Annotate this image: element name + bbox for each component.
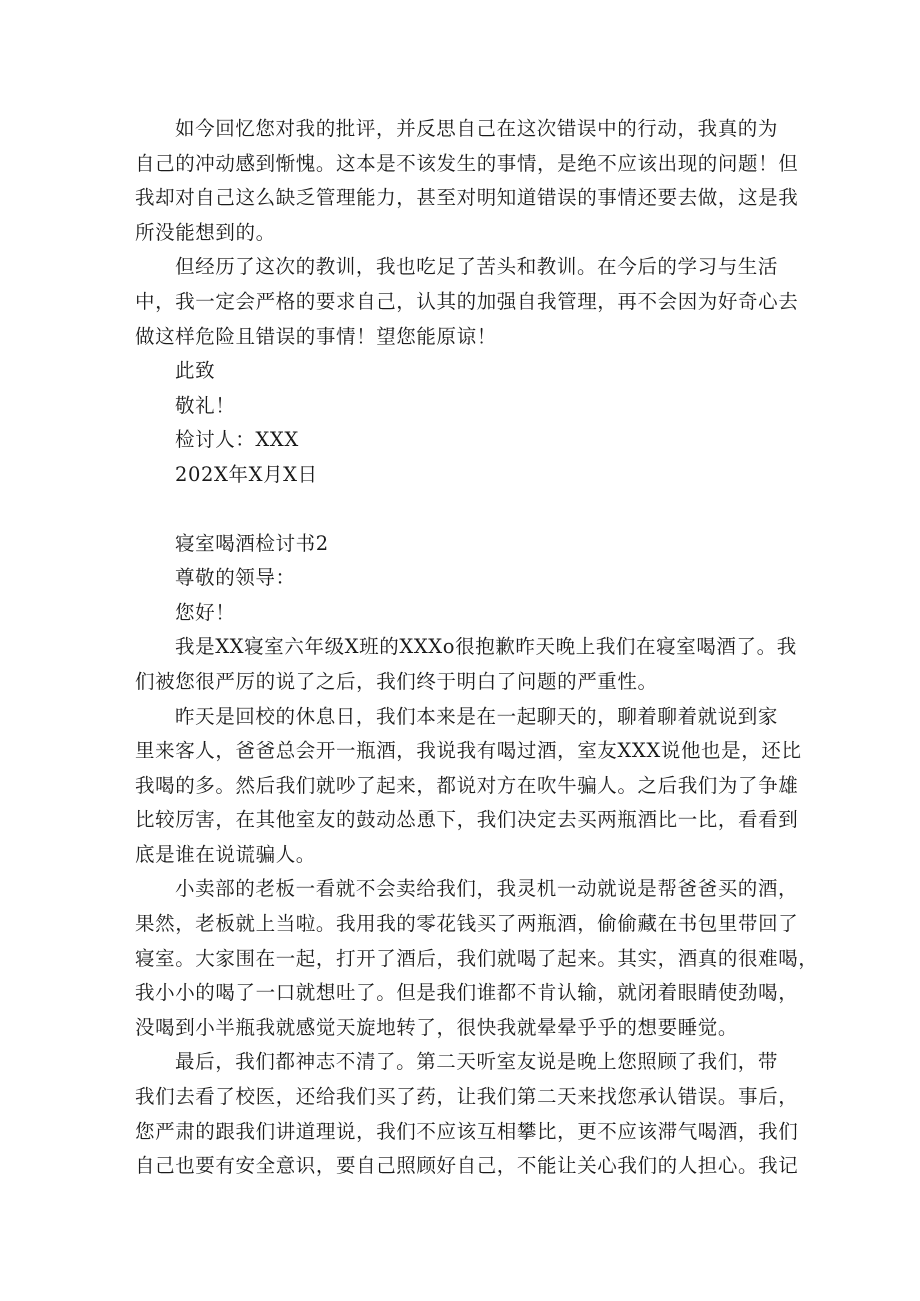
signature-text: 检讨人：XXX (175, 428, 299, 452)
document-title: 寝室喝酒检讨书2 (175, 531, 329, 555)
paragraph-line: 比较厉害，在其他室友的鼓动怂恿下，我们决定去买两瓶酒比一比，看看到 (135, 808, 799, 832)
paragraph-line: 寝室。大家围在一起，打开了酒后，我们就喝了起来。其实，酒真的很难喝， (135, 946, 819, 970)
paragraph-line: 昨天是回校的休息日，我们本来是在一起聊天的，聊着聊着就说到家 (175, 704, 779, 728)
paragraph-line: 里来客人，爸爸总会开一瓶酒，我说我有喝过酒，室友XXX说他也是，还比 (135, 739, 802, 763)
document-page (135, 112, 819, 1184)
paragraph-line: 我们去看了校医，还给我们买了药，让我们第二天来找您承认错误。事后， (135, 1085, 799, 1109)
paragraph-line: 但经历了这次的教训，我也吃足了苦头和教训。在今后的学习与生活 (175, 255, 779, 279)
paragraph-line: 所没能想到的。 (135, 220, 276, 244)
paragraph-line: 果然，老板就上当啦。我用我的零花钱买了两瓶酒，偷偷藏在书包里带回了 (135, 912, 799, 936)
paragraph-line: 底是谁在说谎骗人。 (135, 842, 316, 866)
paragraph-line: 您严肃的跟我们讲道理说，我们不应该互相攀比，更不应该滞气喝酒，我们 (135, 1119, 799, 1143)
paragraph-line: 我是XX寝室六年级X班的XXXo很抱歉昨天晚上我们在寝室喝酒了。我 (175, 635, 797, 659)
salute-text: 敬礼！ (175, 393, 236, 417)
paragraph-line: 最后，我们都神志不清了。第二天听室友说是晚上您照顾了我们，带 (175, 1050, 779, 1074)
paragraph-line: 们被您很严厉的说了之后，我们终于明白了问题的严重性。 (135, 669, 658, 693)
paragraph-line: 如今回忆您对我的批评，并反思自己在这次错误中的行动，我真的为 (175, 117, 779, 140)
paragraph-line: 自己的冲动感到惭愧。这本是不该发生的事情，是绝不应该出现的问题！但 (135, 151, 799, 175)
paragraph-line: 做这样危险且错误的事情！望您能原谅！ (135, 324, 497, 348)
paragraph-line: 中，我一定会严格的要求自己，认其的加强自我管理，再不会因为好奇心去 (135, 289, 799, 313)
date-text: 202X年X月X日 (175, 462, 318, 486)
paragraph-line: 没喝到小半瓶我就感觉天旋地转了，很快我就晕晕乎乎的想要睡觉。 (135, 1015, 739, 1039)
greeting-text: 您好！ (175, 600, 236, 624)
paragraph-line: 我却对自己这么缺乏管理能力，甚至对明知道错误的事情还要去做，这是我 (135, 186, 799, 210)
closing-text: 此致 (175, 359, 216, 383)
paragraph-line: 小卖部的老板一看就不会卖给我们，我灵机一动就说是帮爸爸买的酒， (175, 877, 799, 901)
paragraph-line: 我喝的多。然后我们就吵了起来，都说对方在吹牛骗人。之后我们为了争雄 (135, 773, 799, 797)
section-spacer (135, 493, 790, 527)
recipient-text: 尊敬的领导： (175, 566, 296, 590)
paragraph-line: 自己也要有安全意识，要自己照顾好自己，不能让关心我们的人担心。我记 (135, 1154, 799, 1178)
paragraph-line: 我小小的喝了一口就想吐了。但是我们谁都不肯认输，就闭着眼睛使劲喝， (135, 981, 799, 1005)
